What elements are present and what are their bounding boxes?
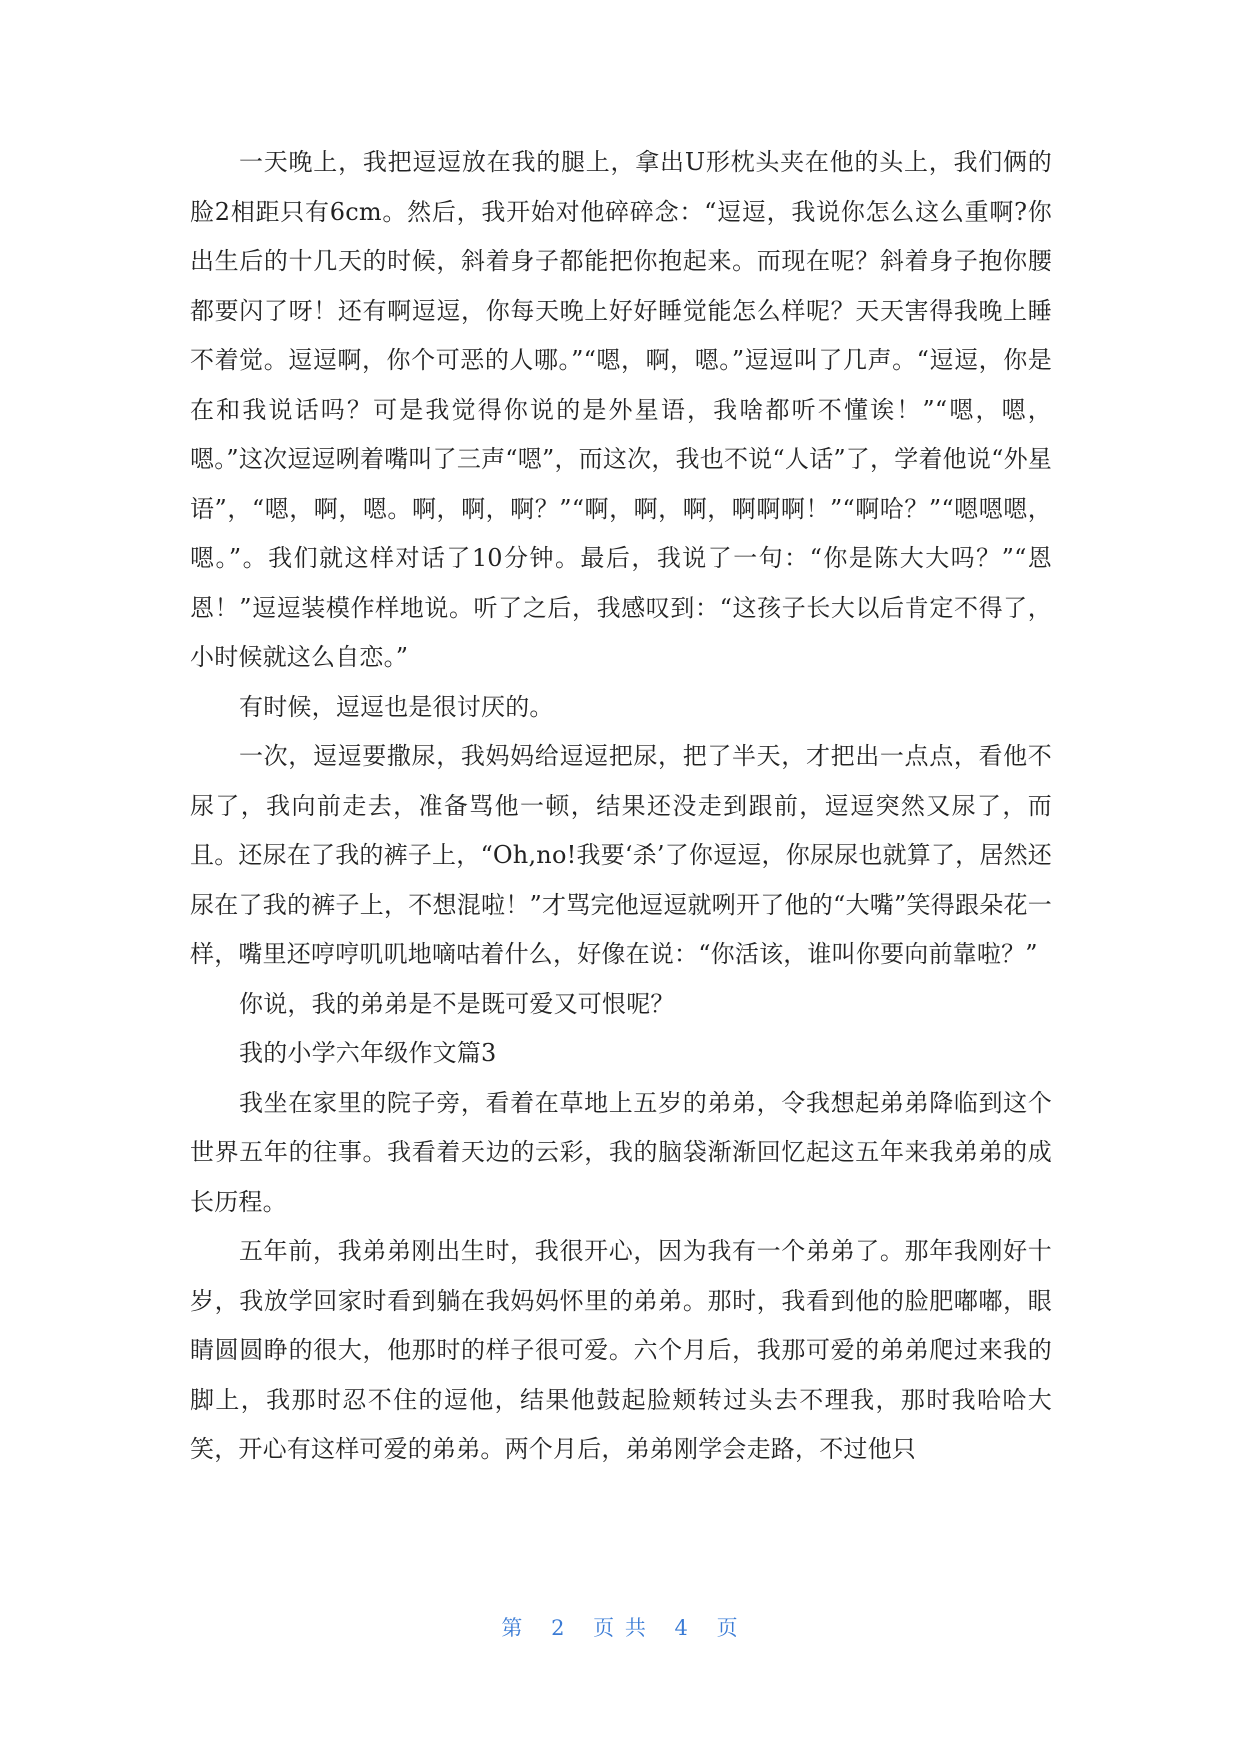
article-body — [190, 138, 1052, 1475]
page-footer — [0, 1612, 1241, 1642]
paragraph-1: 一天晚上，我把逗逗放在我的腿上，拿出U形枕头夹在他的头上，我们俩的脸2相距只有6cm。然后，我开始对他碎碎念：“逗逗，我说你怎么这么重啊?你出生后的十几天的时候，斜着身子都能把你抱起来。而现在呢？斜着身子抱你腰都要闪了呀！还有啊逗逗，你每天晚上好好睡觉能怎么样呢？天天害得我晚上睡不着觉。逗逗啊，你个可恶的人哪。”“嗯，啊，嗯。”逗逗叫了几声。“逗逗，你是在和我说话吗？可是我觉得你说的是外星语，我啥都听不懂诶！”“嗯，嗯，嗯。”这次逗逗咧着嘴叫了三声“嗯”，而这次，我也不说“人话”了，学着他说“外星语”，“嗯，啊，嗯。啊，啊，啊？”“啊，啊，啊，啊啊啊！”“啊哈？”“嗯嗯嗯，嗯。”。我们就这样对话了10分钟。最后，我说了一句：“你是陈大大吗？”“恩恩！”逗逗装模作样地说。听了之后，我感叹到：“这孩子长大以后肯定不得了，小时候就这么自恋。” — [190, 148, 1052, 671]
current-page-number: 2 — [551, 1616, 567, 1640]
footer-prefix: 第 — [501, 1616, 525, 1640]
paragraph-6: 五年前，我弟弟刚出生时，我很开心，因为我有一个弟弟了。那年我刚好十岁，我放学回家时看到躺在我妈妈怀里的弟弟。那时，我看到他的脸肥嘟嘟，眼睛圆圆睁的很大，他那时的样子很可爱。六个月后，我那可爱的弟弟爬过来我的脚上，我那时忍不住的逗他，结果他鼓起脸颊转过头去不理我，那时我哈哈大笑，开心有这样可爱的弟弟。两个月后，弟弟刚学会走路，不过他只 — [190, 1237, 1052, 1463]
footer-middle: 页 共 — [593, 1616, 648, 1640]
paragraph-2: 有时候，逗逗也是很讨厌的。 — [239, 692, 554, 721]
paragraph-3: 一次，逗逗要撒尿，我妈妈给逗逗把尿，把了半天，才把出一点点，看他不尿了，我向前走去，准备骂他一顿，结果还没走到跟前，逗逗突然又尿了，而且。还尿在了我的裤子上，“Oh,no!我要‘杀’了你逗逗，你尿尿也就算了，居然还尿在了我的裤子上，不想混啦！”才骂完他逗逗就咧开了他的“大嘴”笑得跟朵花一样，嘴里还哼哼叽叽地嘀咕着什么，好像在说：“你活该，谁叫你要向前靠啦？” — [190, 742, 1052, 968]
paragraph-5: 我坐在家里的院子旁，看着在草地上五岁的弟弟，令我想起弟弟降临到这个世界五年的往事。我看着天边的云彩，我的脑袋渐渐回忆起这五年来我弟弟的成长历程。 — [190, 1088, 1052, 1216]
section-heading: 我的小学六年级作文篇3 — [239, 1039, 497, 1067]
paragraph-4: 你说，我的弟弟是不是既可爱又可恨呢？ — [239, 989, 675, 1018]
total-page-number: 4 — [674, 1616, 690, 1640]
footer-suffix: 页 — [716, 1616, 740, 1640]
